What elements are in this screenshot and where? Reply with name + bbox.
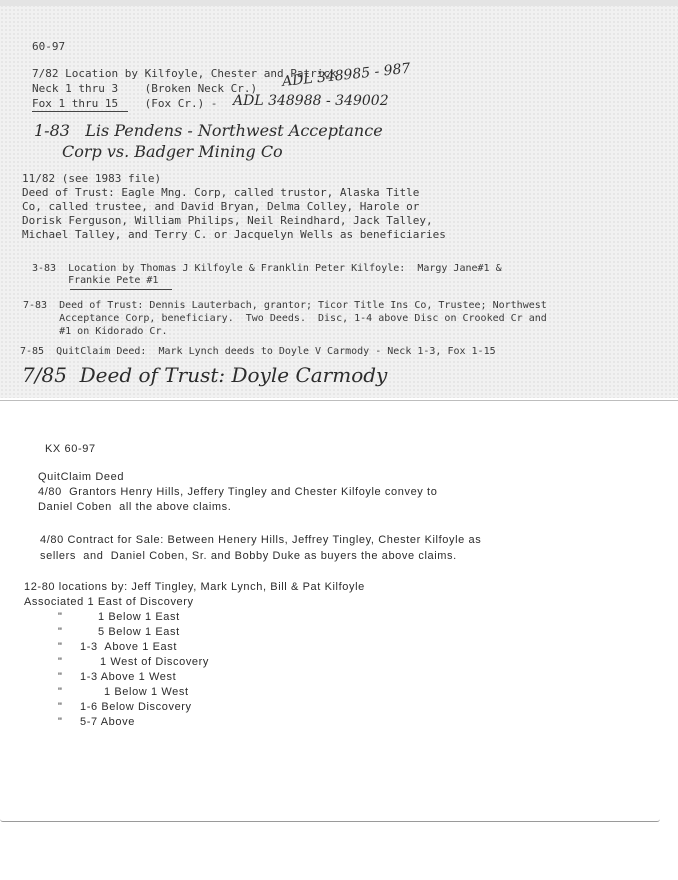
ditto-mark: ": [58, 641, 63, 653]
ditto-mark: ": [58, 626, 63, 638]
dot-line-3: Co, called trustee, and David Bryan, Delma Colley, Harole or: [22, 200, 420, 213]
contract-line-1: 4/80 Contract for Sale: Between Henery Hills, Jeffrey Tingley, Chester Kilfoyle as: [40, 534, 482, 546]
handwritten-lis-pendens-1: 1-83 Lis Pendens - Northwest Acceptance: [34, 121, 383, 140]
card-top-edge: [0, 0, 678, 6]
handwritten-deed-of-trust: 7/85 Deed of Trust: Doyle Carmody: [22, 363, 388, 387]
ditto-mark: ": [58, 701, 63, 713]
dot-783-line-1: 7-83 Deed of Trust: Dennis Lauterbach, grantor; Ticor Title Ins Co, Trustee; Northwest: [23, 300, 547, 311]
location-line-2: Neck 1 thru 3 (Broken Neck Cr.): [32, 82, 258, 95]
underline-rule: [70, 289, 172, 290]
assoc-row: 1 Below 1 West: [104, 686, 189, 698]
assoc-row: 1-6 Below Discovery: [80, 701, 192, 713]
file-number: 60-97: [32, 40, 66, 53]
underline-rule: [32, 111, 128, 112]
assoc-row: 1-3 Above 1 West: [80, 671, 177, 683]
dot-line-5: Michael Talley, and Terry C. or Jacquelyn Wells as beneficiaries: [22, 228, 446, 241]
location-line-1: 7/82 Location by Kilfoyle, Chester and Patrick: [32, 67, 337, 80]
ditto-mark: ": [58, 656, 63, 668]
dot-783-line-2: Acceptance Corp, beneficiary. Two Deeds. Disc, 1-4 above Disc on Crooked Cr and: [23, 313, 547, 324]
ditto-mark: ": [58, 686, 63, 698]
location-383-line-2: Frankie Pete #1: [32, 275, 159, 286]
assoc-row: 1 Below 1 East: [98, 611, 180, 623]
ditto-mark: ": [58, 716, 63, 728]
handwritten-adl-2: ADL 348988 - 349002: [233, 93, 389, 109]
location-383-line-1: 3-83 Location by Thomas J Kilfoyle & Franklin Peter Kilfoyle: Margy Jane#1 &: [32, 263, 502, 274]
contract-line-2: sellers and Daniel Coben, Sr. and Bobby Duke as buyers the above claims.: [40, 550, 457, 562]
location-line-3: Fox 1 thru 15 (Fox Cr.) -: [32, 97, 218, 110]
assoc-row: 1 West of Discovery: [100, 656, 210, 668]
dot-783-line-3: #1 on Kidorado Cr.: [23, 326, 168, 337]
card-bottom-edge: [0, 819, 660, 822]
quitclaim-title: QuitClaim Deed: [38, 471, 125, 483]
index-card-top: [0, 0, 678, 398]
dot-line-2: Deed of Trust: Eagle Mng. Corp, called trustor, Alaska Title: [22, 186, 420, 199]
dot-line-1: 11/82 (see 1983 file): [22, 172, 162, 185]
ditto-mark: ": [58, 671, 63, 683]
assoc-row: 5-7 Above: [80, 716, 135, 728]
quitclaim-line-2: Daniel Coben all the above claims.: [38, 501, 232, 513]
index-card-bottom: [0, 400, 678, 821]
quitclaim-785: 7-85 QuitClaim Deed: Mark Lynch deeds to Doyle V Carmody - Neck 1-3, Fox 1-15: [20, 346, 496, 357]
dot-line-4: Dorisk Ferguson, William Philips, Neil Reindhard, Jack Talley,: [22, 214, 433, 227]
file-number-kx: KX 60-97: [45, 443, 96, 455]
handwritten-lis-pendens-2: Corp vs. Badger Mining Co: [62, 142, 283, 161]
handwritten-adl-1: ADL 348985 - 987: [281, 60, 412, 90]
assoc-row: 5 Below 1 East: [98, 626, 180, 638]
ditto-mark: ": [58, 611, 63, 623]
quitclaim-line-1: 4/80 Grantors Henry Hills, Jeffery Tingley and Chester Kilfoyle convey to: [38, 486, 438, 498]
associated-header: Associated 1 East of Discovery: [24, 596, 194, 608]
assoc-row: 1-3 Above 1 East: [80, 641, 178, 653]
locations-header: 12-80 locations by: Jeff Tingley, Mark Lynch, Bill & Pat Kilfoyle: [24, 581, 365, 593]
